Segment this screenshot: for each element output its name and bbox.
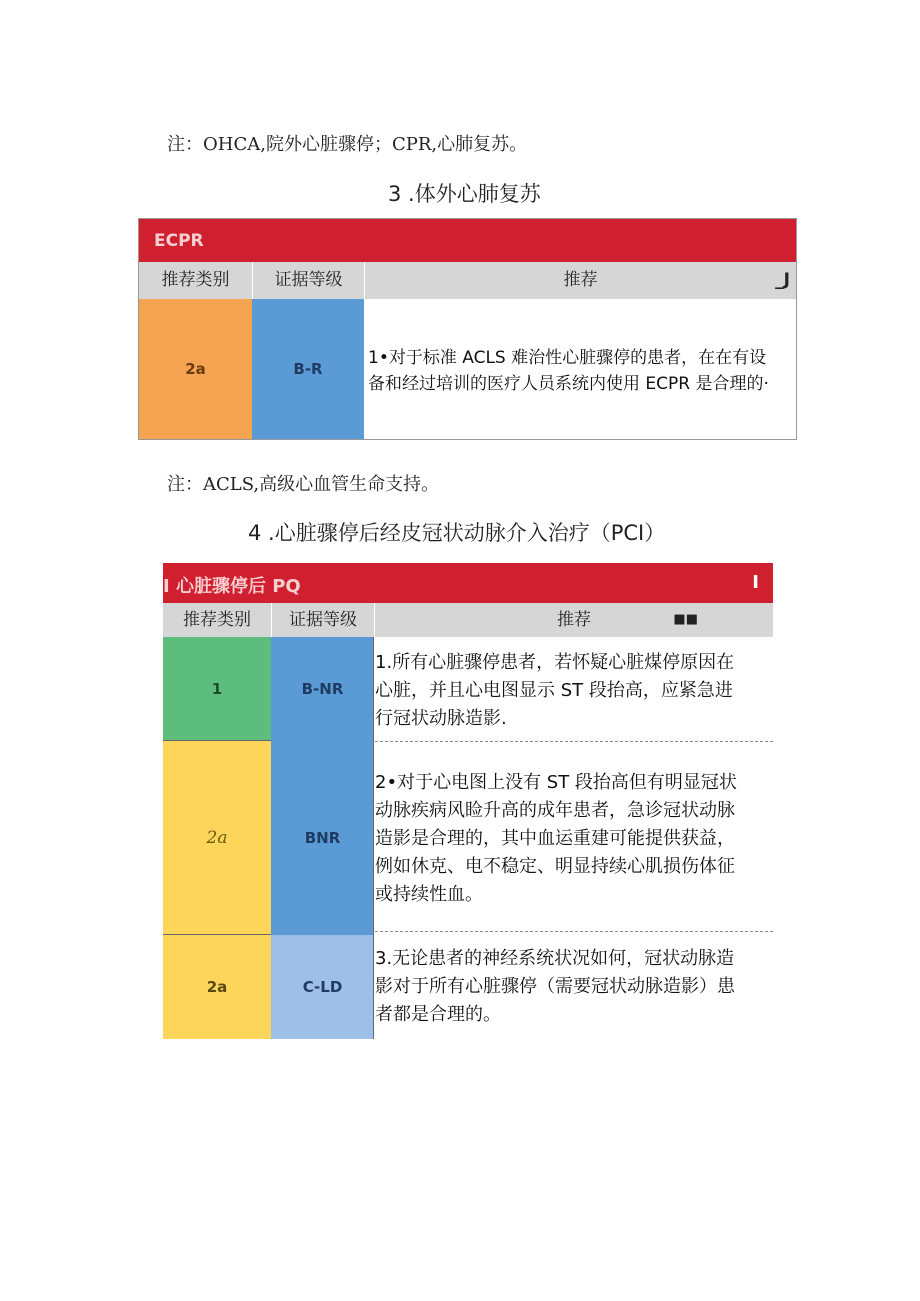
class-cell: 2a: [163, 935, 271, 1039]
ecpr-banner-title: ECPR: [154, 231, 204, 251]
note-ohca-cpr: 注：OHCA,院外心脏骤停；CPR,心肺复苏。: [167, 134, 528, 155]
row-divider: [375, 741, 773, 742]
header-level: 证据等级: [271, 603, 374, 637]
rec-line: 备和经过培训的医疗人员系统内使用 ECPR 是合理的·: [368, 374, 769, 394]
pci-table: [163, 563, 773, 1039]
rec-line: 动脉疾病风睑升高的成年患者，急诊冠状动脉: [375, 800, 735, 821]
rec-line: 或持续性血。: [375, 884, 483, 905]
pci-banner-mark: I: [752, 572, 759, 593]
rec-line: 影对于所有心脏骤停（需要冠状动脉造影）患: [375, 976, 735, 997]
class-cell: 2a: [139, 299, 252, 439]
pci-banner-title: I 心脏骤停后 PQ: [163, 576, 301, 597]
section-heading-pci: 4 .心脏骤停后经皮冠状动脉介入治疗（PCI）: [248, 521, 666, 545]
ecpr-table: [138, 218, 797, 440]
header-mark: _J: [775, 270, 790, 290]
rec-line: 造影是合理的，其中血运重建可能提供获益，: [375, 828, 735, 849]
header-recommendation: [364, 262, 796, 299]
header-recommendation-label: 推荐: [563, 270, 598, 290]
header-recommendation: [374, 603, 773, 637]
section-heading-ecpr: 3 .体外心肺复苏: [388, 182, 541, 206]
header-recommendation-label: 推荐: [557, 610, 591, 630]
level-cell: B-NR: [301, 680, 344, 698]
rec-line: 例如休克、电不稳定、明显持续心肌损伤体征: [375, 856, 735, 877]
rec-line: 行冠状动脉造影.: [375, 708, 507, 729]
pci-banner: [163, 563, 773, 603]
row-divider: [375, 931, 773, 932]
recommendation-text: [375, 945, 735, 1029]
header-class: 推荐类别: [163, 603, 271, 637]
header-class: 推荐类别: [139, 262, 252, 299]
column-divider: [373, 637, 374, 1039]
level-cell: BNR: [304, 829, 341, 847]
recommendation-text: [375, 769, 737, 909]
rec-line: 2•对于心电图上没有 ST 段抬高但有明显冠状: [375, 772, 737, 793]
rec-line: 3.无论患者的神经系统状况如何，冠状动脉造: [375, 948, 735, 969]
rec-line: 1•对于标准 ACLS 难治性心脏骤停的患者，在在有设: [368, 348, 767, 368]
rec-line: 者都是合理的。: [375, 1004, 501, 1025]
recommendation-text: [368, 345, 769, 397]
recommendation-text: [375, 649, 734, 733]
note-acls: 注：ACLS,高级心血管生命支持。: [167, 474, 440, 495]
ecpr-banner: [139, 219, 796, 262]
level-cell: C-LD: [271, 935, 374, 1039]
class-cell: 2a: [163, 741, 271, 935]
level-cell: B-R: [252, 299, 364, 439]
rec-line: 心脏，并且心电图显示 ST 段抬高，应紧急进: [375, 680, 733, 701]
rec-line: 1.所有心脏骤停患者，若怀疑心脏煤停原因在: [375, 652, 735, 673]
header-mark: ■■: [673, 612, 698, 627]
class-cell: 1: [163, 637, 271, 741]
header-level: 证据等级: [252, 262, 364, 299]
